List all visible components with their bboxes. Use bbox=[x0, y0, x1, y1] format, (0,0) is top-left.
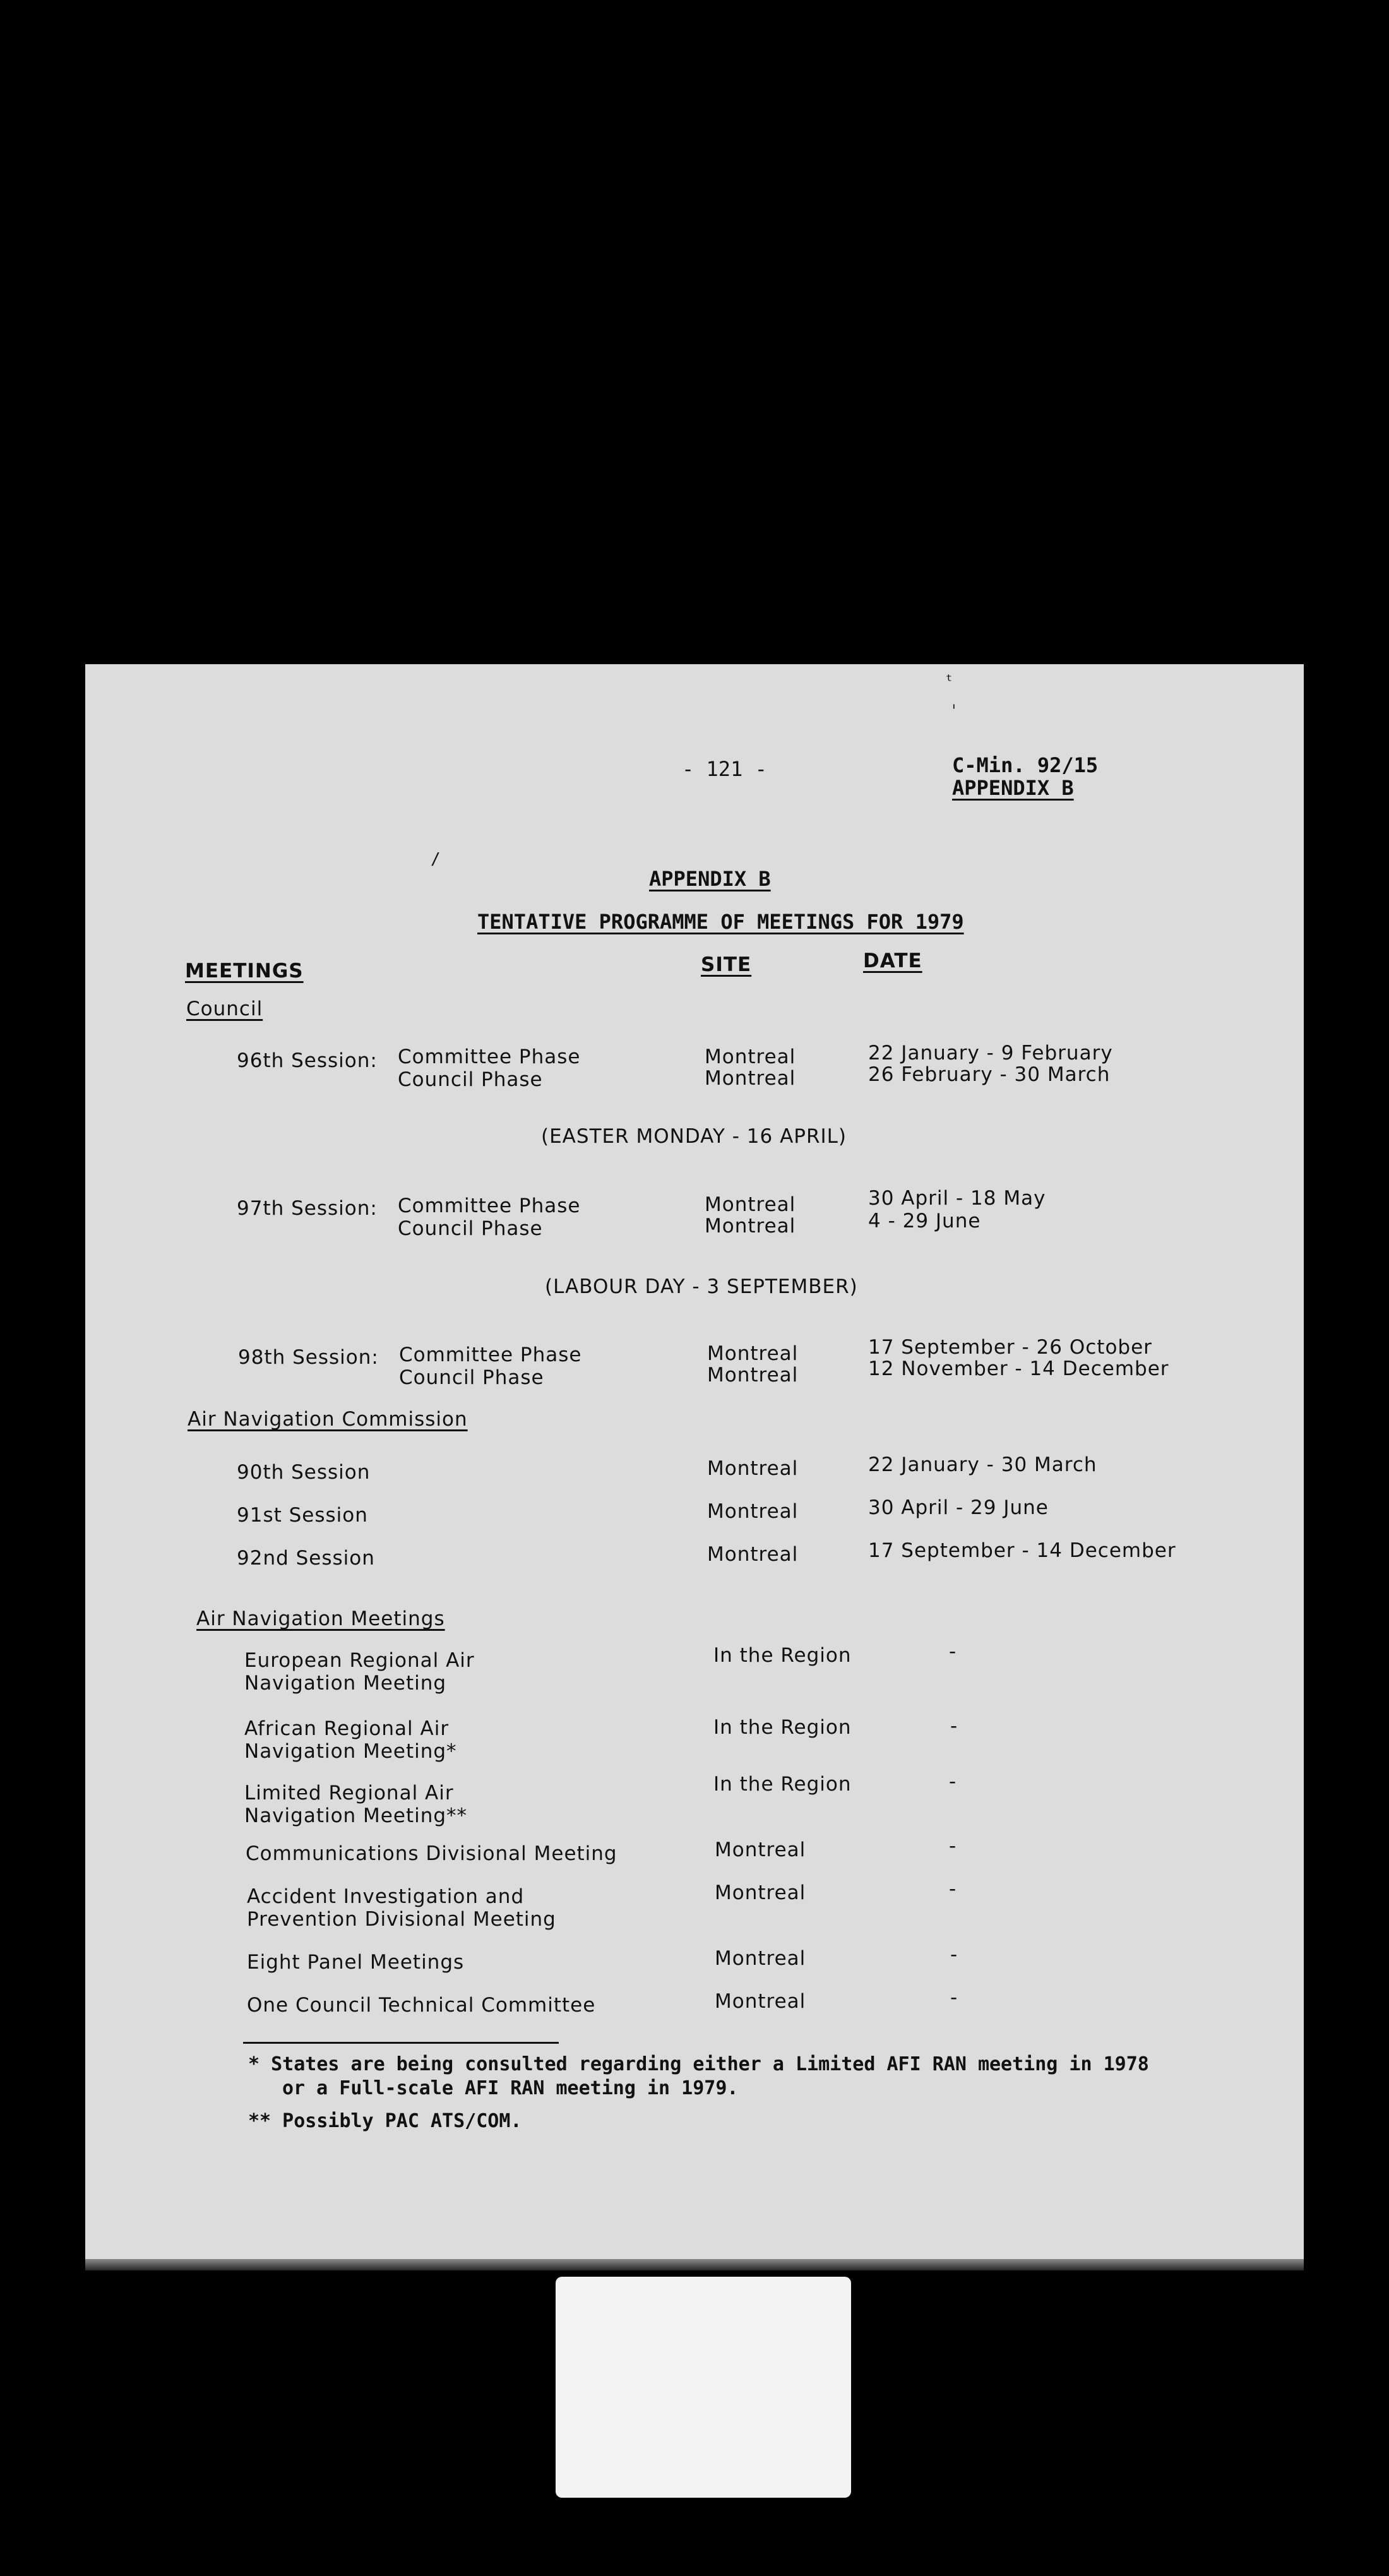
section-heading-council: Council bbox=[186, 998, 263, 1020]
site-value: Montreal bbox=[715, 1990, 806, 2013]
meeting-name-cont: Navigation Meeting** bbox=[244, 1804, 468, 1827]
holiday-note-easter: (EASTER MONDAY - 16 APRIL) bbox=[541, 1125, 847, 1148]
footnote-1-cont: or a Full-scale AFI RAN meeting in 1979. bbox=[282, 2077, 739, 2099]
scan-speck: / bbox=[431, 850, 441, 869]
session-label: 96th Session: bbox=[237, 1049, 378, 1072]
meeting-name: Communications Divisional Meeting bbox=[246, 1842, 617, 1865]
site-value: Montreal bbox=[707, 1500, 799, 1523]
date-value: - bbox=[949, 1770, 957, 1793]
date-value: - bbox=[950, 1986, 958, 2009]
meeting-name: One Council Technical Committee bbox=[247, 1994, 596, 2017]
phase-label: Council Phase bbox=[398, 1068, 543, 1091]
site-value: Montreal bbox=[715, 1881, 806, 1904]
site-value: Montreal bbox=[707, 1342, 799, 1365]
column-header-meetings: MEETINGS bbox=[185, 960, 304, 982]
site-value: Montreal bbox=[705, 1067, 796, 1090]
meeting-name: European Regional Air bbox=[244, 1649, 475, 1672]
meeting-name: African Regional Air bbox=[244, 1717, 450, 1740]
column-header-date: DATE bbox=[863, 950, 922, 972]
reference-appendix: APPENDIX B bbox=[952, 776, 1074, 800]
phase-label: Council Phase bbox=[399, 1366, 544, 1389]
date-value: 4 - 29 June bbox=[868, 1210, 981, 1232]
site-value: Montreal bbox=[707, 1364, 799, 1386]
site-value: Montreal bbox=[705, 1215, 796, 1237]
site-value: Montreal bbox=[707, 1457, 799, 1480]
reference-number: C-Min. 92/15 bbox=[952, 753, 1099, 777]
meeting-name: Limited Regional Air bbox=[244, 1782, 454, 1804]
session-label: 92nd Session bbox=[237, 1547, 375, 1570]
date-value: 17 September - 14 December bbox=[868, 1539, 1176, 1562]
site-value: Montreal bbox=[715, 1839, 806, 1861]
session-label: 91st Session bbox=[237, 1504, 368, 1527]
date-value: 30 April - 18 May bbox=[868, 1187, 1046, 1210]
document-heading: TENTATIVE PROGRAMME OF MEETINGS FOR 1979 bbox=[477, 910, 964, 934]
page-number: - 121 - bbox=[682, 757, 767, 781]
appendix-title: APPENDIX B bbox=[649, 867, 771, 891]
date-value: - bbox=[950, 1943, 958, 1966]
site-value: Montreal bbox=[705, 1193, 796, 1216]
section-heading-air-navigation-meetings: Air Navigation Meetings bbox=[196, 1607, 445, 1630]
date-value: 26 February - 30 March bbox=[868, 1063, 1111, 1086]
session-label: 90th Session bbox=[237, 1461, 371, 1484]
site-value: Montreal bbox=[707, 1543, 799, 1566]
section-heading-air-navigation-commission: Air Navigation Commission bbox=[188, 1408, 468, 1431]
site-value: In the Region bbox=[713, 1773, 852, 1796]
column-header-site: SITE bbox=[701, 953, 752, 976]
scan-speck: ˈ bbox=[949, 702, 959, 721]
date-value: 22 January - 30 March bbox=[868, 1453, 1097, 1476]
footnote-1: * States are being consulted regarding either a Limited AFI RAN meeting in 1978 bbox=[248, 2053, 1149, 2075]
date-value: 17 September - 26 October bbox=[868, 1336, 1152, 1359]
phase-label: Committee Phase bbox=[398, 1195, 581, 1217]
holiday-note-labour-day: (LABOUR DAY - 3 SEPTEMBER) bbox=[545, 1275, 858, 1298]
meeting-name-cont: Navigation Meeting bbox=[244, 1672, 447, 1695]
date-value: 22 January - 9 February bbox=[868, 1042, 1113, 1064]
date-value: - bbox=[950, 1715, 958, 1738]
phase-label: Committee Phase bbox=[399, 1344, 582, 1366]
blank-card bbox=[556, 2277, 851, 2498]
date-value: 30 April - 29 June bbox=[868, 1496, 1049, 1519]
scan-edge-shadow bbox=[85, 2259, 1304, 2270]
date-value: 12 November - 14 December bbox=[868, 1357, 1169, 1380]
date-value: - bbox=[949, 1835, 957, 1857]
site-value: In the Region bbox=[713, 1716, 852, 1739]
footnote-2: ** Possibly PAC ATS/COM. bbox=[248, 2110, 522, 2132]
site-value: In the Region bbox=[713, 1644, 852, 1667]
meeting-name: Eight Panel Meetings bbox=[247, 1951, 465, 1974]
site-value: Montreal bbox=[715, 1947, 806, 1970]
meeting-name-cont: Navigation Meeting* bbox=[244, 1740, 457, 1763]
scan-speck: ᵗ bbox=[944, 672, 954, 691]
date-value: - bbox=[949, 1878, 957, 1900]
meeting-name: Accident Investigation and bbox=[247, 1885, 525, 1908]
site-value: Montreal bbox=[705, 1046, 796, 1068]
footnote-separator bbox=[243, 2042, 559, 2044]
session-label: 98th Session: bbox=[238, 1346, 379, 1369]
meeting-name-cont: Prevention Divisional Meeting bbox=[247, 1908, 556, 1931]
session-label: 97th Session: bbox=[237, 1197, 378, 1220]
date-value: - bbox=[949, 1640, 957, 1663]
phase-label: Committee Phase bbox=[398, 1046, 581, 1068]
document-page bbox=[85, 664, 1304, 2268]
phase-label: Council Phase bbox=[398, 1217, 543, 1240]
